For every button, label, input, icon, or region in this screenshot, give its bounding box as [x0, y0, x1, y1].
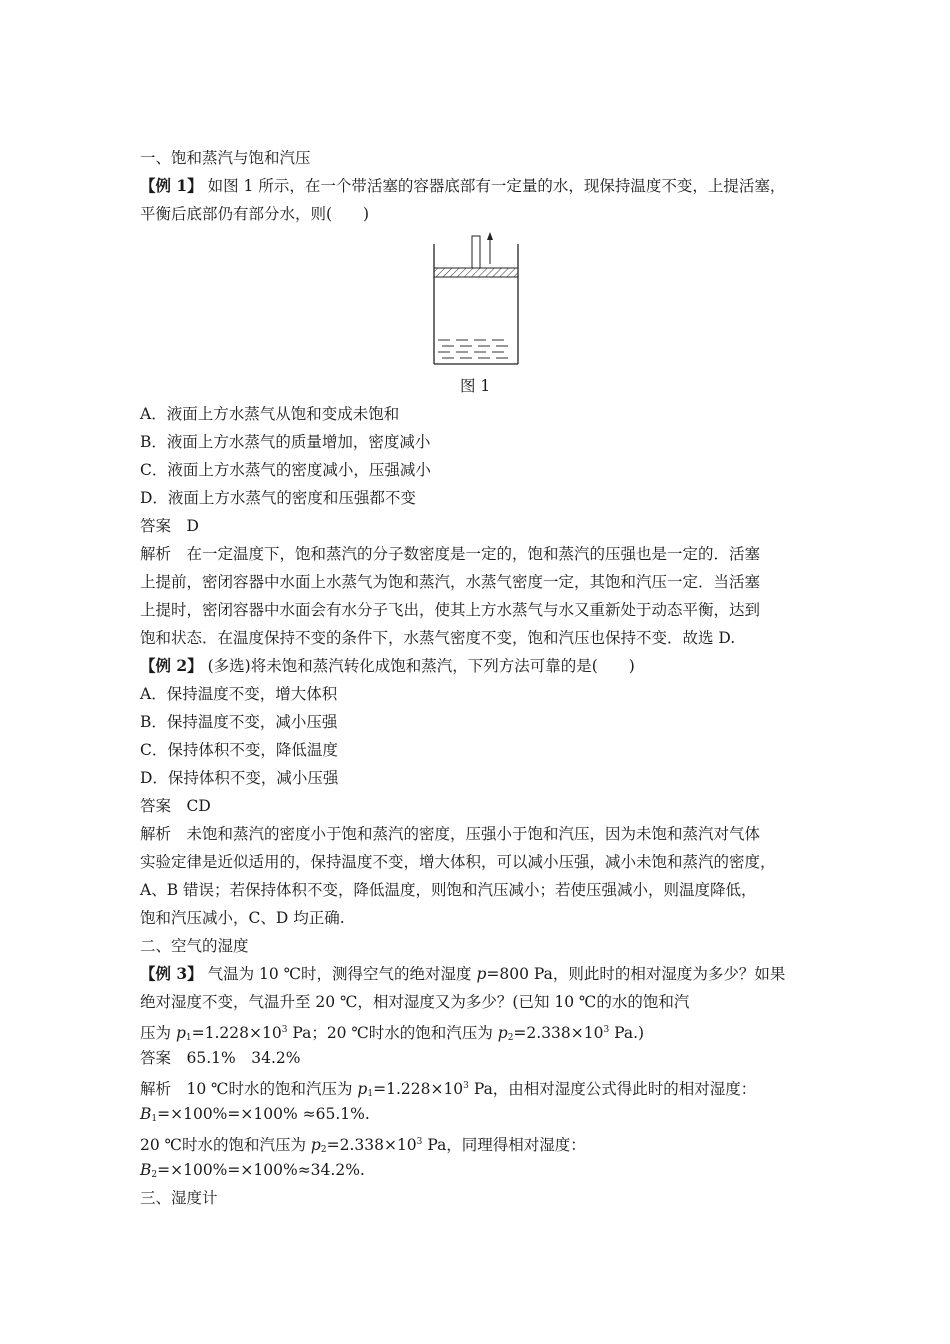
example-2-question [140, 656, 635, 676]
example-2-analysis-line-4: 饱和汽压减小，C、D 均正确. [140, 909, 345, 927]
example-1-option-b: B．液面上方水蒸气的质量增加，密度减小 [140, 433, 431, 451]
a1-sub: 1 [367, 1089, 374, 1099]
example-3-analysis-line-1 [140, 1076, 756, 1104]
example-1-tag: 【例 1】 [140, 176, 203, 195]
a2-var: p [310, 1136, 321, 1154]
example-1-answer: 答案 D [140, 517, 199, 535]
section-heading-1: 一、饱和蒸汽与饱和汽压 [140, 149, 311, 167]
example-2-option-a: A．保持温度不变，增大体积 [140, 685, 338, 703]
example-3-question-text-1a: 气温为 10 ℃时，测得空气的绝对湿度 [207, 965, 477, 983]
b1-rest: =×100%=×100% ≈65.1%. [157, 1105, 370, 1123]
piston-plate [434, 268, 518, 277]
example-2-analysis-line-1: 解析 未饱和蒸汽的密度小于饱和蒸汽的密度，压强小于饱和汽压，因为未饱和蒸汽对气体 [140, 825, 761, 843]
example-1-analysis-line-4: 饱和状态．在温度保持不变的条件下，水蒸气密度不变，饱和汽压也保持不变．故选 D. [140, 629, 736, 647]
example-2-analysis-line-2: 实验定律是近似适用的，保持温度不变，增大体积，可以减小压强，减小未饱和蒸汽的密度， [140, 853, 776, 871]
example-3-b2-formula [140, 1160, 365, 1185]
sub-2: 2 [507, 1033, 514, 1043]
example-2-answer: 答案 CD [140, 797, 211, 815]
a2-text-a: 20 ℃时水的饱和汽压为 [140, 1136, 311, 1154]
a1-sup: 3 [463, 1081, 469, 1091]
figure-1-caption: 图 1 [460, 377, 491, 395]
example-3-tag: 【例 3】 [140, 964, 203, 983]
example-1-option-c: C．液面上方水蒸气的密度减小，压强减小 [140, 461, 431, 479]
sup-3: 3 [281, 1025, 288, 1035]
a1-text-a: 解析 10 ℃时水的饱和汽压为 [140, 1080, 358, 1098]
example-2-option-d: D．保持体积不变，减小压强 [140, 769, 339, 787]
a1-text-c: Pa，由相对湿度公式得此时的相对湿度： [468, 1080, 757, 1098]
a2-text-c: Pa，同理得相对湿度： [422, 1136, 586, 1154]
b1-sub: 1 [151, 1114, 158, 1124]
a2-sub: 2 [320, 1145, 327, 1155]
b1-var: B [140, 1105, 152, 1123]
example-1-option-a: A．液面上方水蒸气从饱和变成未饱和 [140, 405, 400, 423]
example-2-question-text: (多选)将未饱和蒸汽转化成饱和蒸汽，下列方法可靠的是( ) [207, 657, 635, 675]
section-heading-3: 三、湿度计 [140, 1189, 218, 1207]
a2-text-b: =2.338×10 [326, 1136, 417, 1154]
q3-text-c: Pa；20 ℃时水的饱和汽压为 [287, 1024, 498, 1042]
var-p2: p [497, 1024, 508, 1042]
example-1-analysis-line-2: 上提前，密闭容器中水面上水蒸气为饱和蒸汽，水蒸气密度一定，其饱和汽压一定．当活塞 [140, 573, 761, 591]
q3-text-b: =1.228×10 [191, 1024, 282, 1042]
example-2-option-c: C．保持体积不变，降低温度 [140, 741, 338, 759]
q3-text-a: 压为 [140, 1024, 176, 1042]
b2-sub: 2 [151, 1170, 158, 1180]
a2-sup: 3 [416, 1137, 423, 1147]
example-3-question-line-1 [140, 964, 785, 984]
var-p: p [476, 965, 487, 983]
example-2-tag: 【例 2】 [140, 656, 203, 675]
example-1-question-text-1: 如图 1 所示，在一个带活塞的容器底部有一定量的水，现保持温度不变，上提活塞， [207, 177, 786, 195]
up-arrow-head [487, 232, 493, 240]
var-p1: p [175, 1024, 186, 1042]
example-3-analysis-line-2 [140, 1132, 586, 1160]
q3-text-d: =2.338×10 [513, 1024, 604, 1042]
example-2-option-b: B．保持温度不变，减小压强 [140, 713, 338, 731]
piston-container-figure [428, 228, 524, 368]
example-1-question-line-2: 平衡后底部仍有部分水，则( ) [140, 205, 370, 223]
q3-text-e: Pa.) [609, 1024, 645, 1042]
section-heading-2: 二、空气的湿度 [140, 937, 249, 955]
example-3-answer: 答案 65.1% 34.2% [140, 1049, 301, 1067]
piston-rod [472, 236, 480, 268]
example-1-question-line-1 [140, 176, 785, 196]
example-1-option-d: D．液面上方水蒸气的密度和压强都不变 [140, 489, 416, 507]
a1-text-b: =1.228×10 [373, 1080, 464, 1098]
water-layer [438, 340, 508, 358]
example-1-analysis-line-3: 上提时，密闭容器中水面会有水分子飞出，使其上方水蒸气与水又重新处于动态平衡，达到 [140, 601, 761, 619]
example-3-b1-formula [140, 1104, 370, 1129]
sub-1: 1 [185, 1033, 192, 1043]
example-2-analysis-line-3: A、B 错误；若保持体积不变，降低温度，则饱和汽压减小；若使压强减小，则温度降低， [140, 881, 757, 899]
example-3-question-line-3 [140, 1020, 644, 1048]
example-1-analysis-line-1: 解析 在一定温度下，饱和蒸汽的分子数密度是一定的，饱和蒸汽的压强也是一定的．活塞 [140, 545, 761, 563]
example-3-question-text-1b: =800 Pa，则此时的相对湿度为多少？如果 [486, 965, 786, 983]
b2-var: B [140, 1161, 152, 1179]
example-3-question-line-2: 绝对湿度不变，气温升至 20 ℃，相对湿度又为多少？(已知 10 ℃的水的饱和汽 [140, 993, 690, 1011]
b2-rest: =×100%=×100%≈34.2%. [157, 1161, 365, 1179]
sup-3b: 3 [603, 1025, 610, 1035]
a1-var: p [357, 1080, 368, 1098]
